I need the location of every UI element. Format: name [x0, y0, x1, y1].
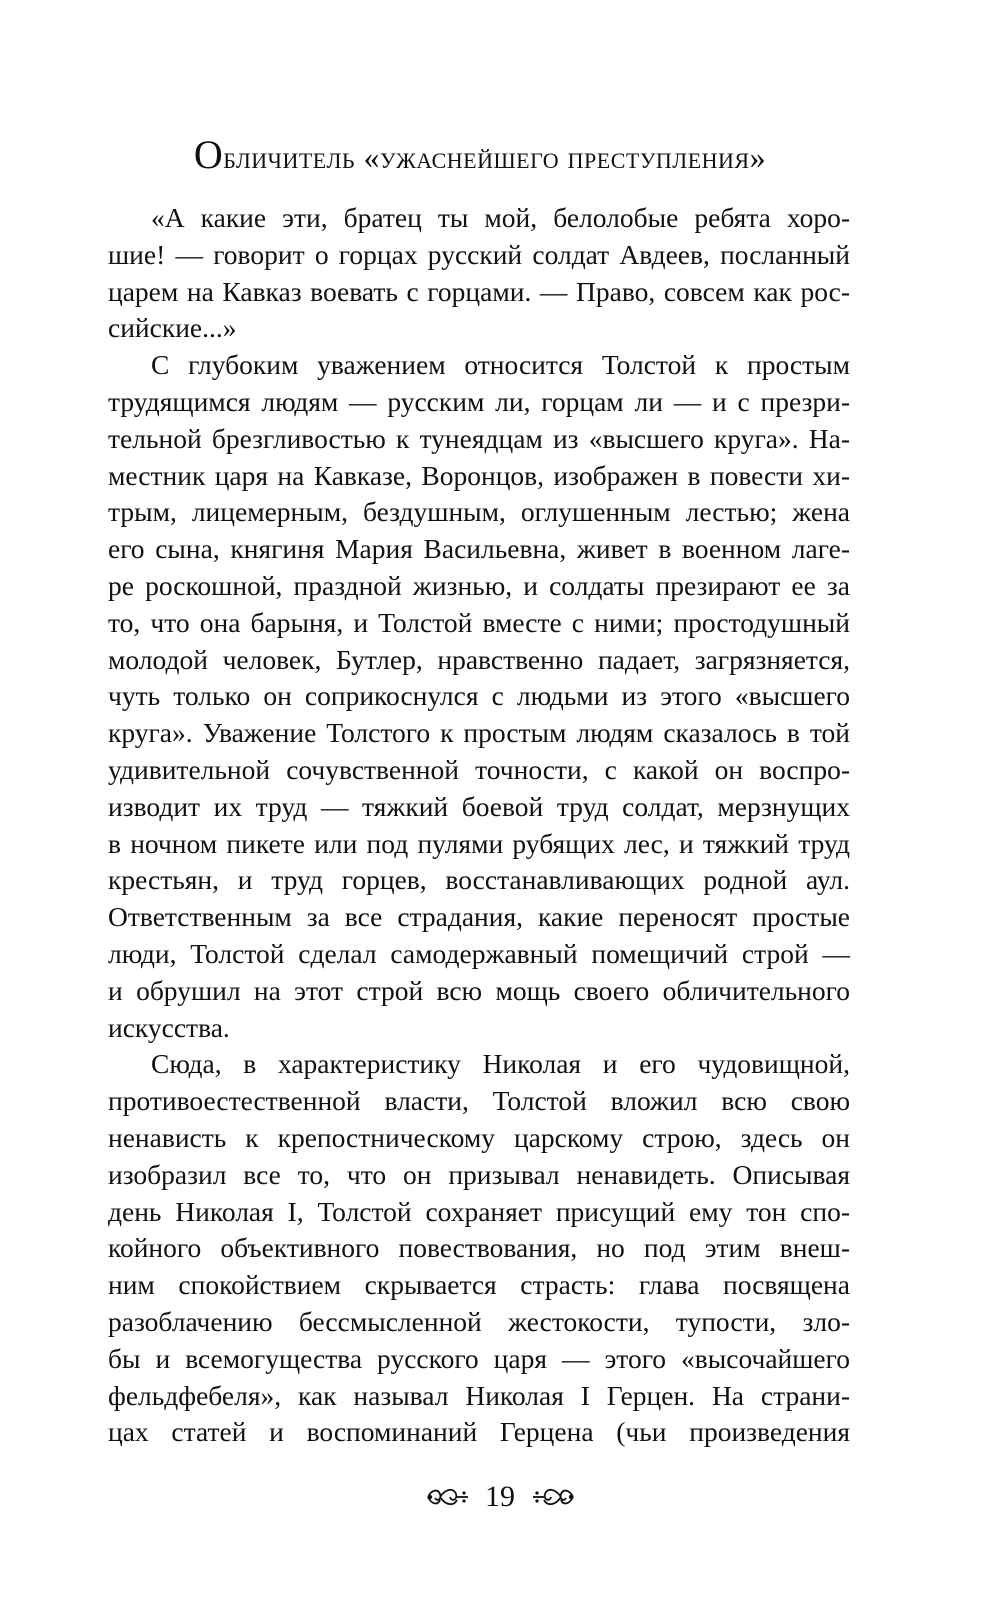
ornament-flourish-icon: [531, 1484, 577, 1510]
text-line: «А какие эти, братец ты мой, белолобые ребята хоро-: [151, 202, 850, 233]
text-line: трым, лицемерным, бездушным, оглушенным лестью; жена: [108, 496, 850, 528]
body-text: [108, 200, 850, 1451]
text-line: люди, Толстой сделал самодержавный помещичий строй —: [108, 937, 850, 969]
text-line: тельной брезгливостью к тунеядцам из «высшего круга». На-: [108, 422, 850, 454]
text-line: круга». Уважение Толстого к простым людям сказалось в той: [108, 717, 850, 749]
text-line: день Николая I, Толстой сохраняет присущий ему тон спо-: [108, 1195, 850, 1227]
chapter-title: [110, 132, 850, 177]
text-line: его сына, княгиня Мария Васильевна, живет в военном лаге-: [108, 533, 850, 565]
text-line: противоестественной власти, Толстой вложил всю свою: [108, 1085, 850, 1117]
text-line: ним спокойствием скрывается страсть: глава посвящена: [108, 1269, 850, 1301]
text-line: местник царя на Кавказе, Воронцов, изображен в повести хи-: [108, 459, 850, 491]
paragraph-2: [108, 347, 850, 1046]
text-line: койного объективного повествования, но под этим внеш-: [108, 1232, 850, 1264]
text-line: то, что она барыня, и Толстой вместе с ними; простодушный: [108, 606, 850, 638]
text-line: Сюда, в характеристику Николая и его чудовищной,: [151, 1048, 850, 1080]
text-line: ненависть к крепостническому царскому строю, здесь он: [108, 1121, 850, 1153]
text-line: удивительной сочувственной точности, с какой он воспро-: [108, 753, 850, 785]
text-line: молодой человек, Бутлер, нравственно падает, загрязняется,: [108, 643, 850, 675]
text-line: трудящимся людям — русским ли, горцам ли — и с презри-: [108, 385, 850, 417]
page-footer: [0, 1475, 1000, 1517]
ornament-flourish-icon: [424, 1484, 470, 1510]
page-number: 19: [485, 1480, 515, 1514]
text-line: разоблачению бессмысленной жестокости, тупости, зло-: [108, 1305, 850, 1337]
text-line: Ответственным за все страдания, какие переносят простые: [108, 901, 850, 933]
text-line: искусства.: [108, 1011, 230, 1043]
text-line: цах статей и воспоминаний Герцена (чьи произведения: [108, 1416, 850, 1448]
text-line: сийские...»: [108, 312, 237, 344]
text-line: чуть только он соприкоснулся с людьми из этого «высшего: [108, 680, 850, 712]
chapter-title-initial: О: [193, 132, 224, 177]
text-line: шие! — говорит о горцах русский солдат Авдеев, посланный: [108, 238, 850, 270]
chapter-title-rest: бличитель «ужаснейшего преступления»: [223, 139, 767, 175]
text-line: в ночном пикете или под пулями рубящих лес, и тяжкий труд: [108, 827, 850, 859]
text-line: фельдфебеля», как называл Николая I Герцен. На страни-: [108, 1379, 850, 1411]
text-line: изводит их труд — тяжкий боевой труд солдат, мерзнущих: [108, 790, 850, 822]
paragraph-3: [108, 1046, 850, 1451]
text-line: изобразил все то, что он призывал ненавидеть. Описывая: [108, 1158, 850, 1190]
text-line: бы и всемогущества русского царя — этого «высочайшего: [108, 1342, 850, 1374]
text-line: и обрушил на этот строй всю мощь своего обличительного: [108, 974, 850, 1006]
text-line: С глубоким уважением относится Толстой к простым: [151, 349, 850, 381]
text-line: царем на Кавказ воевать с горцами. — Право, совсем как рос-: [108, 275, 850, 307]
text-line: крестьян, и труд горцев, восстанавливающих родной аул.: [108, 864, 850, 896]
text-line: ре роскошной, праздной жизнью, и солдаты презирают ее за: [108, 569, 850, 601]
paragraph-1: [108, 200, 850, 347]
